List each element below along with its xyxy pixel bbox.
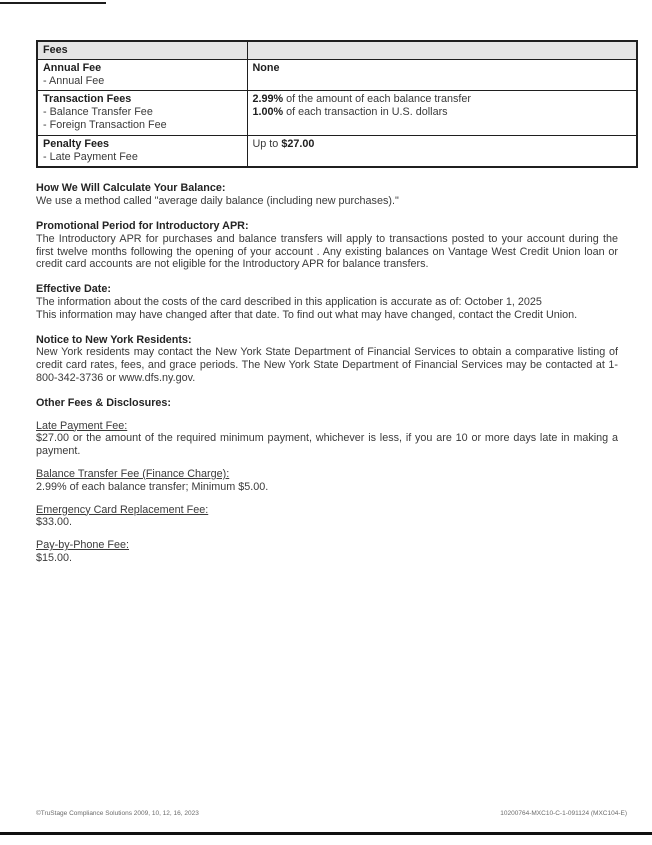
balance-transfer-fee-value: 2.99% of the amount of each balance transfer bbox=[252, 93, 471, 106]
transaction-fees-value-cell bbox=[247, 91, 637, 135]
section-effective-date bbox=[36, 283, 618, 321]
transaction-fees-label-cell bbox=[37, 91, 247, 135]
subsection-pay-by-phone-fee bbox=[36, 539, 618, 565]
balance-transfer-fee-body: 2.99% of each balance transfer; Minimum $5.00. bbox=[36, 480, 269, 493]
pay-by-phone-fee-body: $15.00. bbox=[36, 551, 73, 564]
transaction-fees-category: Transaction Fees bbox=[43, 93, 132, 106]
annual-fee-label-cell bbox=[37, 59, 247, 91]
penalty-fees-label-cell bbox=[37, 135, 247, 167]
penalty-fees-value-cell bbox=[247, 135, 637, 167]
table-row-penalty-fees bbox=[37, 135, 637, 167]
late-payment-fee-title: Late Payment Fee: bbox=[36, 419, 128, 432]
balance-calculation-heading: How We Will Calculate Your Balance: bbox=[36, 182, 226, 195]
disclosure-text bbox=[36, 182, 618, 564]
annual-fee-category: Annual Fee bbox=[43, 61, 102, 74]
other-fees-heading: Other Fees & Disclosures: bbox=[36, 396, 172, 409]
section-other-fees bbox=[36, 397, 618, 565]
balance-transfer-fee-title: Balance Transfer Fee (Finance Charge): bbox=[36, 467, 230, 480]
ny-notice-body: New York residents may contact the New York State Department of Financial Services to obtain a comparative listing of credit card rates, fees, and grace periods. The New York State Department of Financial Services may be contacted at 1-800-342-3736 or www.dfs.ny.gov. bbox=[36, 346, 618, 384]
scan-artifact-bottom-line bbox=[0, 832, 652, 835]
footer-form-number: 10200764-MXC10-C-1-091124 (MXC104-E) bbox=[500, 810, 627, 817]
section-ny-notice bbox=[36, 334, 618, 385]
subsection-balance-transfer-fee bbox=[36, 468, 618, 494]
late-payment-fee-value-prefix: Up to bbox=[252, 137, 282, 150]
table-row-annual-fee bbox=[37, 59, 637, 91]
section-balance-calculation bbox=[36, 182, 618, 208]
balance-calculation-body: We use a method called "average daily balance (including new purchases)." bbox=[36, 195, 399, 208]
scan-artifact-top-line bbox=[0, 2, 106, 4]
promotional-period-body: The Introductory APR for purchases and balance transfers will apply to transactions posted to your account during the first twelve months following the opening of your account . Any existing balances on Vantage West Credit Union loan or credit card accounts are not eligible for the Introductory APR for balance transfers. bbox=[36, 232, 618, 271]
subsection-emergency-card-replacement-fee bbox=[36, 504, 618, 530]
late-payment-fee-value-amount: $27.00 bbox=[281, 137, 315, 150]
late-payment-fee-item: - Late Payment Fee bbox=[43, 150, 138, 163]
subsection-late-payment-fee bbox=[36, 420, 618, 458]
annual-fee-item: - Annual Fee bbox=[43, 74, 105, 87]
footer-copyright: ©TruStage Compliance Solutions 2009, 10, 12, 16, 2023 bbox=[36, 810, 199, 817]
pay-by-phone-fee-title: Pay-by-Phone Fee: bbox=[36, 539, 130, 552]
annual-fee-value-cell bbox=[247, 59, 637, 91]
table-row-transaction-fees bbox=[37, 91, 637, 135]
foreign-transaction-fee-item: - Foreign Transaction Fee bbox=[43, 118, 167, 131]
fees-table-header-row bbox=[37, 41, 637, 59]
section-promotional-period bbox=[36, 220, 618, 271]
page-footer bbox=[36, 810, 627, 818]
fees-table-header-cell: Fees bbox=[37, 41, 247, 59]
effective-date-heading: Effective Date: bbox=[36, 283, 112, 296]
foreign-transaction-fee-value: 1.00% of each transaction in U.S. dollars bbox=[252, 106, 448, 119]
annual-fee-value: None bbox=[252, 61, 280, 74]
balance-transfer-fee-item: - Balance Transfer Fee bbox=[43, 106, 153, 119]
emergency-card-replacement-fee-title: Emergency Card Replacement Fee: bbox=[36, 503, 209, 516]
ny-notice-heading: Notice to New York Residents: bbox=[36, 333, 192, 346]
late-payment-fee-body: $27.00 or the amount of the required minimum payment, whichever is less, if you are 10 or more days late in making a payment. bbox=[36, 432, 618, 458]
penalty-fees-category: Penalty Fees bbox=[43, 137, 110, 150]
promotional-period-heading: Promotional Period for Introductory APR: bbox=[36, 219, 249, 232]
effective-date-line2: This information may have changed after that date. To find out what may have changed, contact the Credit Union. bbox=[36, 308, 578, 321]
effective-date-line1: The information about the costs of the card described in this application is accurate as of: October 1, 2025 bbox=[36, 295, 542, 308]
page-content bbox=[36, 40, 636, 577]
emergency-card-replacement-fee-body: $33.00. bbox=[36, 516, 73, 529]
fees-table-header-empty-cell bbox=[247, 41, 637, 59]
fees-table bbox=[36, 40, 638, 168]
